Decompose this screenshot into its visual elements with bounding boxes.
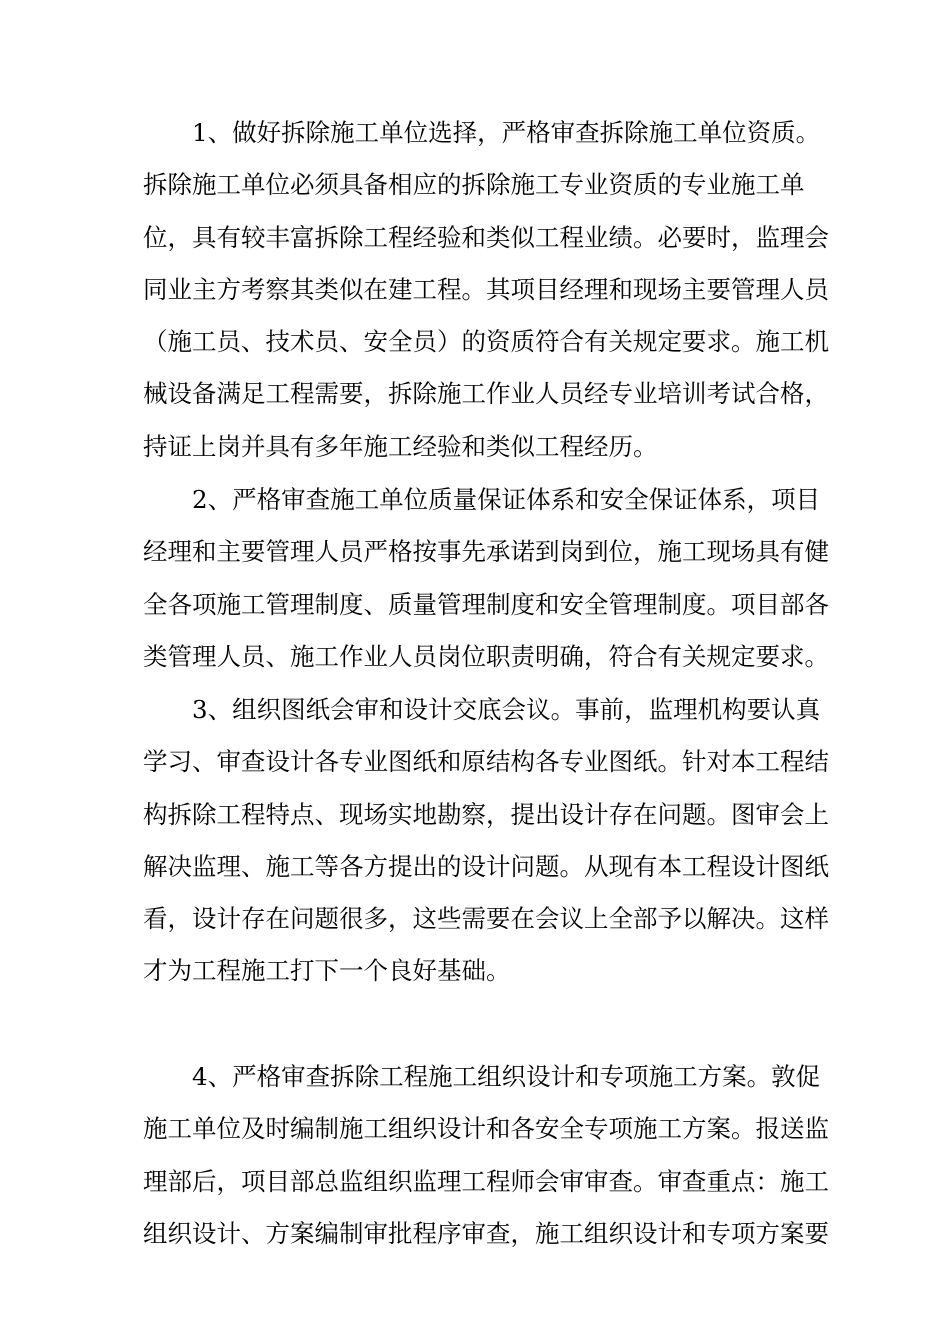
text-line: 学习、审查设计各专业图纸和原结构各专业图纸。针对本工程结 bbox=[143, 747, 829, 777]
paragraph-3 bbox=[143, 684, 829, 998]
text-line: 同业主方考察其类似在建工程。其项目经理和现场主要管理人员 bbox=[143, 274, 829, 304]
text-line: 构拆除工程特点、现场实地勘察，提出设计存在问题。图审会上 bbox=[143, 799, 829, 829]
text-line: 解决监理、施工等各方提出的设计问题。从现有本工程设计图纸 bbox=[143, 851, 829, 881]
text-line: 才为工程施工打下一个良好基础。 bbox=[143, 956, 511, 986]
paragraph-1 bbox=[143, 107, 829, 473]
text-line: 位，具有较丰富拆除工程经验和类似工程业绩。必要时，监理会 bbox=[143, 222, 829, 252]
text-line: 4、严格审查拆除工程施工组织设计和专项施工方案。敦促 bbox=[192, 1062, 821, 1091]
text-line: 全各项施工管理制度、质量管理制度和安全管理制度。项目部各 bbox=[143, 589, 829, 619]
text-line: 看，设计存在问题很多，这些需要在会议上全部予以解决。这样 bbox=[143, 904, 829, 934]
text-line: 持证上岗并具有多年施工经验和类似工程经历。 bbox=[143, 431, 658, 461]
text-line: 1、做好拆除施工单位选择，严格审查拆除施工单位资质。 bbox=[192, 118, 821, 147]
text-line: 经理和主要管理人员严格按事先承诺到岗到位，施工现场具有健 bbox=[143, 537, 829, 567]
text-line: 类管理人员、施工作业人员岗位职责明确，符合有关规定要求。 bbox=[143, 641, 829, 671]
text-line: 械设备满足工程需要，拆除施工作业人员经专业培训考试合格， bbox=[143, 379, 829, 409]
text-line: 3、组织图纸会审和设计交底会议。事前，监理机构要认真 bbox=[192, 695, 821, 724]
text-line: 拆除施工单位必须具备相应的拆除施工专业资质的专业施工单 bbox=[143, 170, 805, 200]
text-line: 施工单位及时编制施工组织设计和各安全专项施工方案。报送监 bbox=[143, 1114, 829, 1144]
text-line: 2、严格审查施工单位质量保证体系和安全保证体系，项目 bbox=[192, 485, 821, 514]
paragraph-2 bbox=[143, 474, 829, 683]
text-line: 理部后，项目部总监组织监理工程师会审审查。审查重点：施工 bbox=[143, 1166, 829, 1196]
text-line: 组织设计、方案编制审批程序审查，施工组织设计和专项方案要 bbox=[143, 1218, 829, 1248]
paragraph-4 bbox=[143, 1051, 829, 1260]
text-line: （施工员、技术员、安全员）的资质符合有关规定要求。施工机 bbox=[143, 327, 829, 357]
